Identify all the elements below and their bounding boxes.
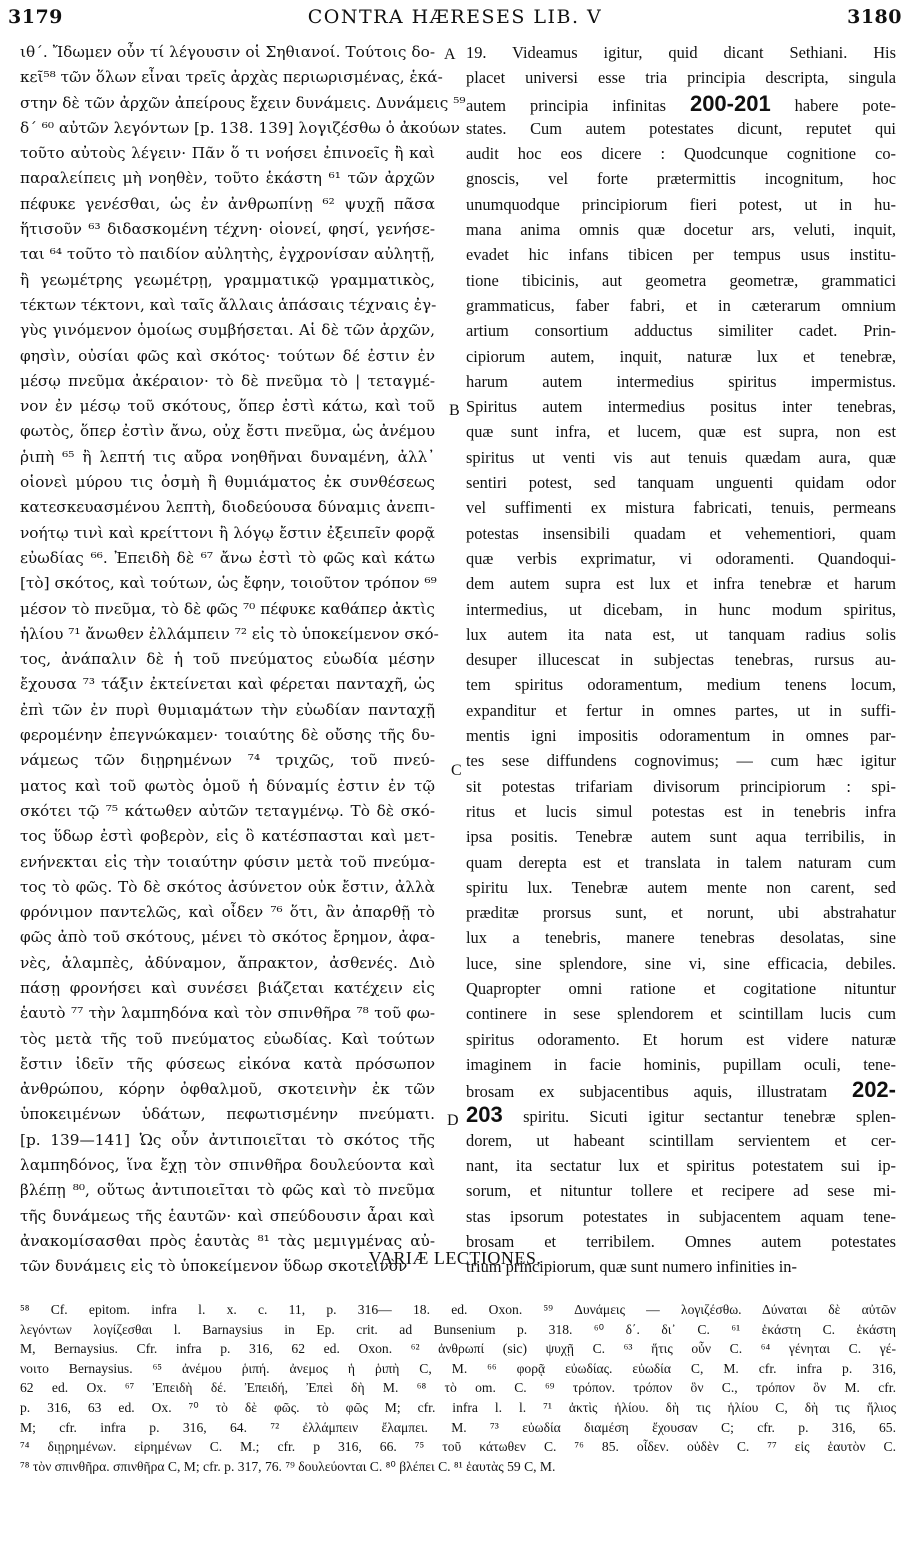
greek-text-line: ἑαυτὸ ⁷⁷ τὴν λαμπηδόνα καὶ τὸν σπινθῆρα ⁷⁸ τοῦ φω-	[20, 1004, 435, 1023]
greek-text-line: ἔστιν ἰδεῖν τῆς φύσεως εἰκόνα κατὰ πρόσωπον	[20, 1054, 435, 1073]
latin-text-line	[466, 268, 896, 293]
text-run: sit potestas trifariam divisorum principiorum : spi-	[466, 776, 896, 796]
greek-text-line: πέφυκε γενέσθαι, ὡς ἐν ἀνθρωπίνῃ ⁶² ψυχῇ πᾶσα	[20, 194, 435, 213]
greek-text-line: ὑποκειμένων ὑδάτων, πεφωτισμένην πνεύματι.	[20, 1105, 435, 1124]
running-title: CONTRA HÆRESES LIB. V	[307, 6, 603, 28]
greek-text-line: ἔχουσα ⁷³ τάξιν ἐκτείνεται καὶ φέρεται πανταχῆ, ὡς	[20, 675, 435, 694]
latin-text-line	[466, 571, 896, 596]
greek-text-line: τῶν δυνάμεις εἰς τὸ ὑποκείμενον ὕδωρ σκοτεινὸν	[20, 1257, 408, 1276]
margin-letter-b: B	[449, 402, 460, 419]
text-run: gnoscis, vel forte prætermittis incognitum, hoc	[466, 169, 896, 189]
greek-text-line: ἡλίου ⁷¹ ἄνωθεν ἐλλάμπειν ⁷² εἰς τὸ ὑποκείμενον σκό-	[20, 624, 439, 643]
greek-text-line: γὺς γινόμενον ὁμοίως συμβήσεται. Αἱ δὲ τῶν ἀρχῶν,	[20, 321, 435, 340]
text-run: spiritu. Sicuti igitur sectantur tenebræ splen-	[502, 1107, 896, 1127]
text-run: Spiritus autem intermedius positus inter tenebras,	[466, 397, 896, 417]
text-run: evadet hic infans tibicen per tempus usus institu-	[466, 245, 896, 265]
column-number-marker: 200-201	[689, 90, 771, 116]
greek-text-line: νάμεως τῶν διῃρημένων ⁷⁴ τριχῶς, τοῦ πνεύ-	[20, 751, 435, 770]
text-run: quæ sunt infra, et lucem, quæ est supra, non est	[466, 422, 896, 442]
note-line: νοιτο Bernaysius. ⁶⁵ ἀνέμου ῥιπή. ἀνεμος ἡ ῥιπὴ C, M. ⁶⁶ φορᾷ εὐωδίας. εὐωδία C, M. cfr. infra p. 316,	[20, 1360, 896, 1376]
latin-text-line	[466, 1178, 896, 1203]
greek-text-line: φῶς ἀπὸ τοῦ σκότους, μένει τὸ σκότος ἔρημον, ἀφα-	[20, 928, 435, 947]
text-run: luce, sine splendore, sine vi, sine efficacia, debiles.	[466, 953, 896, 973]
latin-text-line	[466, 723, 896, 748]
text-run: states. Cum autem potestates dicunt, reputet qui	[466, 118, 896, 138]
latin-text-line	[466, 318, 896, 343]
margin-letter-a: A	[444, 46, 456, 63]
text-run: continere in sese splendorem et scintillam lucis cum	[466, 1004, 896, 1024]
latin-text-line	[466, 1204, 896, 1229]
latin-text-column	[466, 40, 896, 1280]
column-number-marker: 203	[466, 1102, 503, 1128]
text-run: tes sese diffundens cognovimus; — cum hæc igitur	[466, 751, 896, 771]
greek-text-line: ῥιπὴ ⁶⁵ ἢ λεπτή τις αὔρα νοηθῆναι δυναμένη, ἀλλ᾽	[20, 447, 435, 466]
text-run: brosam et terribilem. Omnes autem potestates	[466, 1231, 896, 1251]
latin-text-line	[466, 698, 896, 723]
latin-text-line	[466, 622, 896, 647]
greek-text-line: τοῦτο αὐτοὺς λέγειν· Πᾶν ὅ τι νοήσει ἐπινοεῖς ἢ καὶ	[20, 144, 435, 163]
latin-text-line	[466, 217, 896, 242]
text-run: mana anima omnis quæ docetur ars, veluti, inquit,	[466, 220, 896, 240]
latin-text-line	[466, 141, 896, 166]
text-run: ritus et lucis simul potestas est in tenebris infra	[466, 801, 896, 821]
text-run: nant, ita sectatur lux et spiritus potestatem sui ip-	[466, 1156, 896, 1176]
greek-text-line: ἢ γεωμέτρης γεωμέτρῃ, γραμματικῷ γραμματικὸς,	[20, 270, 435, 289]
text-run: tem spiritus odoramentum, medium tenens locum,	[466, 675, 896, 695]
latin-text-line	[466, 192, 896, 217]
greek-text-line: μέσῳ πνεῦμα ἀκέραιον· τὸ δὲ πνεῦμα τὸ | τεταγμέ-	[20, 371, 435, 390]
text-run: Quapropter omni ratione et cogitatione nituntur	[466, 978, 896, 998]
margin-letter-d: D	[447, 1112, 459, 1129]
note-line: ⁷⁴ διῃρημένων. εἰρημένων C. M.; cfr. p 316, 66. ⁷⁵ τοῦ κάτωθεν C. ⁷⁶ 85. οἶδεν. οὐδὲν C. ⁷⁷ εἰς ἑαυτὸν C.	[20, 1439, 896, 1455]
text-run: lux autem ita nata est, ut tanquam radius solis	[466, 624, 896, 644]
latin-text-line	[466, 40, 896, 65]
note-line: M; cfr. infra p. 316, 64. ⁷² ἐλλάμπειν ἔλαμπει. M. ⁷³ εὐωδία διαμέση ἔχουσαν C; cfr. p. 316, 65.	[20, 1419, 896, 1435]
latin-text-line	[466, 242, 896, 267]
greek-text-line: ἀνθρώπου, κόρην ὀφθαλμοῦ, σκοτεινὴν ἐκ τῶν	[20, 1080, 435, 1099]
text-run: lux a tenebris, manere tenebras desolatas, sine	[466, 928, 896, 948]
text-run: sorum, et nituntur tollere et recipere ad sese mi-	[466, 1181, 896, 1201]
page-column-number-left: 3179	[8, 6, 63, 28]
latin-text-line	[466, 1128, 896, 1153]
text-run: spiritu lux. Tenebræ autem mente non carent, sed	[466, 877, 896, 897]
text-run: unumquodque principiorum fieri potest, ut in hu-	[466, 194, 896, 214]
greek-text-line: ται ⁶⁴ τοῦτο τὸ παιδίον αὐλητὴς, ἐγχρονίσαν αὐλητῇ,	[20, 245, 435, 264]
greek-text-line: φρόνιμον παντελῶς, καὶ οἶδεν ⁷⁶ ὅτι, ἂν ἀπαρθῇ τὸ	[20, 903, 435, 922]
latin-text-line	[466, 597, 896, 622]
note-line: ⁷⁸ τὸν σπινθῆρα. σπινθῆρα C, M; cfr. p. 317, 76. ⁷⁹ δουλεύονται C. ⁸⁰ βλέπει C. ⁸¹ ἑαυτὰς 59 C, M.	[20, 1458, 556, 1474]
text-run: autem principia infinitas	[466, 95, 690, 115]
greek-text-line: βλέπῃ ⁸⁰, οὕτως ἀντιποιεῖται τὸ φῶς καὶ τὸ πνεῦμα	[20, 1181, 435, 1200]
greek-text-line: ενήνεκται εἰς τὴν τοιαύτην φύσιν μετὰ τοῦ πνεύμα-	[20, 852, 435, 871]
text-run: ipsa positis. Tenebræ autem sunt aqua terribilis, in	[466, 827, 896, 847]
text-run: habere pote-	[770, 95, 896, 115]
latin-text-line	[466, 1102, 896, 1127]
greek-text-line: νοήτῳ τινὶ καὶ κρείττονι ἢ λόγῳ ἔστιν ἐξειπεῖν φορᾷ	[20, 523, 435, 542]
text-run: spiritus odoramento. Et horum est videre naturæ	[466, 1029, 896, 1049]
greek-text-line: κατεσκευασμένου λεπτὴ, διοδεύουσα δύναμις ἀνεπι-	[20, 498, 435, 517]
greek-text-line: μέσον τὸ πνεῦμα, τὸ δὲ φῶς ⁷⁰ πέφυκε καθάπερ ἀκτὶς	[20, 599, 435, 618]
latin-text-line	[466, 748, 896, 773]
greek-text-line: πάσῃ φρονήσει καὶ συνέσει βιάζεται κατέχειν εἰς	[20, 978, 435, 997]
latin-text-line	[466, 774, 896, 799]
latin-text-line	[466, 293, 896, 318]
latin-text-line	[466, 672, 896, 697]
greek-text-line: σκότει τῷ ⁷⁵ κάτωθεν αὐτῶν τεταγμένῳ. Τὸ δὲ σκό-	[20, 801, 435, 820]
text-run: placet universi esse tria principia descripta, singula	[466, 68, 896, 88]
text-run: potestas insensibili quadam et vehementiori, quam	[466, 523, 896, 543]
text-run: quam derepta est et translata in talem naturam cum	[466, 852, 896, 872]
note-line: ⁵⁸ Cf. epitom. infra l. x. c. 11, p. 316— 18. ed. Oxon. ⁵⁹ Δυνάμεις — λογιζέσθω. Δύναται δὲ αὐτῶν	[20, 1302, 896, 1317]
greek-text-line: νὲς, ἀλαμπὲς, ἀδύναμον, ἄπρακτον, ἀσθενές. Διὸ	[20, 953, 435, 972]
text-run: vel suffimenti ex mistura fabricati, tenuis, permeans	[466, 498, 896, 518]
note-line: 62 ed. Ox. ⁶⁷ Ἐπειδὴ δέ. Ἐπειδή, Ἐπεὶ δὴ M. ⁶⁸ τὸ om. C. ⁶⁹ τρόπον. τρόπον ὃν C., τρόπον ὃν M. cfr.	[20, 1380, 896, 1396]
latin-text-line	[466, 647, 896, 672]
latin-text-line	[466, 521, 896, 546]
column-number-marker: 202-	[851, 1077, 896, 1103]
text-run: desuper illucescat in subjectas tenebras, rursus au-	[466, 650, 896, 670]
text-run: cipiorum autem, inquit, naturæ lux et tenebræ,	[466, 346, 896, 366]
greek-text-line: εὐωδίας ⁶⁶. Ἐπειδὴ δὲ ⁶⁷ ἄνω ἐστὶ τὸ φῶς καὶ κάτω	[20, 548, 435, 567]
latin-text-line	[466, 1001, 896, 1026]
greek-text-line: νον ἐν μέσῳ τοῦ σκότους, ὅπερ ἐστὶ κάτω, καὶ τοῦ	[20, 397, 435, 416]
greek-text-line: τέκτων τέκτονι, καὶ ταῖς ἄλλαις ἁπάσαις τέχναις ἐγ-	[20, 295, 437, 314]
latin-text-line	[466, 1027, 896, 1052]
greek-text-line: τὸς μετὰ τῆς τοῦ πνεύματος εὐωδίας. Καὶ τούτων	[20, 1029, 435, 1048]
text-run: spiritus ut venti vis aut tenuis quædam aura, quæ	[466, 447, 896, 467]
variant-readings-notes	[20, 1300, 896, 1476]
text-run: audit hoc eos dicere : Quodcunque cognitione co-	[466, 144, 896, 164]
text-run: dorem, ut habeant scintillam servientem et cer-	[466, 1130, 896, 1150]
latin-text-line	[466, 925, 896, 950]
latin-text-line	[466, 900, 896, 925]
latin-text-line	[466, 65, 896, 90]
latin-text-line	[466, 445, 896, 470]
latin-text-line	[466, 495, 896, 520]
greek-text-line: κεῖ⁵⁸ τῶν ὅλων εἶναι τρεῖς ἀρχὰς περιωρισμένας, ἑκά-	[20, 68, 443, 87]
text-run: tione tibicinis, aut geometra geometræ, grammatici	[466, 270, 896, 290]
greek-text-line: ἐπὶ τῶν ἐν πυρὶ θυμιαμάτων τὴν εὐωδίαν πανταχῇ	[20, 700, 435, 719]
text-run: expanditur et fertur in omnes partes, ut in suffi-	[466, 700, 896, 720]
latin-text-line	[466, 1077, 896, 1102]
latin-text-line	[466, 419, 896, 444]
text-run: imaginem in facie hominis, pupillam oculi, tene-	[466, 1054, 896, 1074]
latin-text-line	[466, 470, 896, 495]
text-run: sentiri potest, sed tanquam unguenti quidam odor	[466, 473, 896, 493]
greek-text-line: ἀνακομίσασθαι πρὸς ἑαυτὰς ⁸¹ τὰς μεμιγμένας αὐ-	[20, 1231, 435, 1250]
latin-text-line	[466, 799, 896, 824]
greek-text-line: στην δὲ τῶν ἀρχῶν ἀπείρους ἔχειν δυνάμεις. Δυνάμεις ⁵⁹	[20, 93, 466, 112]
page-column-number-right: 3180	[847, 6, 902, 28]
greek-text-line: [p. 139—141] Ὡς οὖν ἀντιποιεῖται τὸ σκότος τῆς	[20, 1130, 435, 1149]
greek-text-line: λαμπηδόνος, ἵνα ἔχῃ τὸν σπινθῆρα δουλεύοντα καὶ	[20, 1156, 435, 1175]
latin-text-line	[466, 166, 896, 191]
text-run: brosam ex subjacentibus aquis, illustratam	[466, 1082, 852, 1102]
greek-text-line: φωτὸς, ὅπερ ἐστὶν ἄνω, οὐχ ἔστι πνεῦμα, ὡς ἀνέμου	[20, 422, 435, 441]
greek-text-line: ἥτισοῦν ⁶³ διδασκομένη τέχνη· οἱονεί, φησί, γενήσε-	[20, 220, 435, 239]
text-run: dem autem supra est lux et infra tenebræ et harum	[466, 574, 896, 594]
running-header	[0, 4, 910, 34]
greek-text-line: φησὶν, οὐσίαι φῶς καὶ σκότος· τούτων δέ ἐστιν ἐν	[20, 346, 435, 365]
latin-text-line	[466, 116, 896, 141]
latin-text-line	[466, 369, 896, 394]
greek-text-line: τῆς δυνάμεως τῆς ἑαυτῶν· καὶ σπεύδουσιν ἆραι καὶ	[20, 1206, 435, 1225]
note-line: λεγόντων λογίζεσθαι l. Barnaysius in Ep. crit. ad Bunsenium p. 318. ⁶⁰ δ΄. δι᾽ C. ⁶¹ ἑκάστη C. ἑκάστη	[20, 1321, 896, 1337]
text-run: quæ verbis exprimatur, vi odoramenti. Quandoqui-	[466, 548, 896, 568]
latin-text-line	[466, 875, 896, 900]
greek-text-line: παραλείπεις μὴ νοηθὲν, τοῦτο ἑκάστη ⁶¹ τῶν ἀρχῶν	[20, 169, 435, 188]
text-run: trium principiorum, quæ sunt numero infinities in-	[466, 1257, 797, 1277]
greek-text-line: ιθ΄. Ἴδωμεν οὖν τί λέγουσιν οἱ Σηθιανοί. Τούτοις δο-	[20, 43, 435, 61]
latin-text-line	[466, 976, 896, 1001]
greek-text-line: φερομένην ἐπεγνώκαμεν· τοιαύτης δὲ οὔσης τῆς δυ-	[20, 726, 435, 745]
margin-letter-c: C	[451, 762, 462, 779]
text-run: 19. Videamus igitur, quid dicant Sethiani. His	[466, 43, 896, 62]
latin-text-line	[466, 394, 896, 419]
greek-text-line: δ΄ ⁶⁰ αὐτῶν λεγόντων [p. 138. 139] λογιζέσθω ὁ ἀκούων	[20, 118, 460, 137]
greek-text-line: τος ὕδωρ ἐστὶ φοβερὸν, εἰς ὃ κατέσπασται καὶ μετ-	[20, 827, 435, 846]
text-run: grammaticus, faber fabri, et in cæterarum omnium	[466, 295, 896, 315]
text-run: harum autem intermedius spiritus impermistus.	[466, 371, 896, 391]
latin-text-line	[466, 546, 896, 571]
variae-lectiones-heading: VARIÆ LECTIONES.	[368, 1248, 542, 1268]
text-run: artium consortium adductus similiter cadet. Prin-	[466, 321, 896, 341]
latin-text-line	[466, 850, 896, 875]
greek-text-line: [τὸ] σκότος, καὶ τούτων, ὡς ἔφην, τοιοῦτον τρόπον ⁶⁹	[20, 574, 437, 593]
text-run: mentis igni impositis odoramentum in omnes par-	[466, 726, 896, 746]
latin-text-line	[466, 1153, 896, 1178]
latin-text-line	[466, 344, 896, 369]
text-run: præditæ prorsus sunt, et norunt, ubi abstrahatur	[466, 903, 896, 923]
greek-text-line: τος τὸ φῶς. Τὸ δὲ σκότος ἀσύνετον οὐκ ἔστιν, ἀλλὰ	[20, 877, 435, 896]
text-run: stas ipsorum potestates in subjacentem aquam tene-	[466, 1206, 896, 1226]
greek-text-line: οἱονεὶ μύρου τις ὀσμὴ ἢ θυμιάματος ἐκ συνθέσεως	[20, 473, 435, 492]
text-run: intermedius, ut dicebam, in hunc modum spiritus,	[466, 599, 896, 619]
latin-text-line	[466, 91, 896, 116]
greek-text-line: τος, ἀνάπαλιν δὲ ἡ τοῦ πνεύματος εὐωδία μέσην	[20, 650, 435, 669]
note-line: p. 316, 63 ed. Ox. ⁷⁰ τὸ δὲ φῶς. τὸ φῶς M; cfr. infra l. l. ⁷¹ ἀκτὶς ἡλίου. δὴ τις ἡλίου C, δὴ τις ἥλιος	[20, 1399, 896, 1415]
latin-text-line	[466, 824, 896, 849]
latin-text-line	[466, 1052, 896, 1077]
note-line: M, Bernaysius. Cfr. infra p. 316, 62 ed. Oxon. ⁶² ἀνθρωπί (sic) ψυχῇ C. ⁶³ ἥτις οὖν C. ⁶⁴ γένηται C. γέ-	[20, 1341, 896, 1357]
latin-text-line	[466, 951, 896, 976]
greek-text-line: ματος καὶ τοῦ φωτὸς ὁμοῦ ἡ δύναμίς ἐστιν ἐν τῷ	[20, 776, 435, 795]
